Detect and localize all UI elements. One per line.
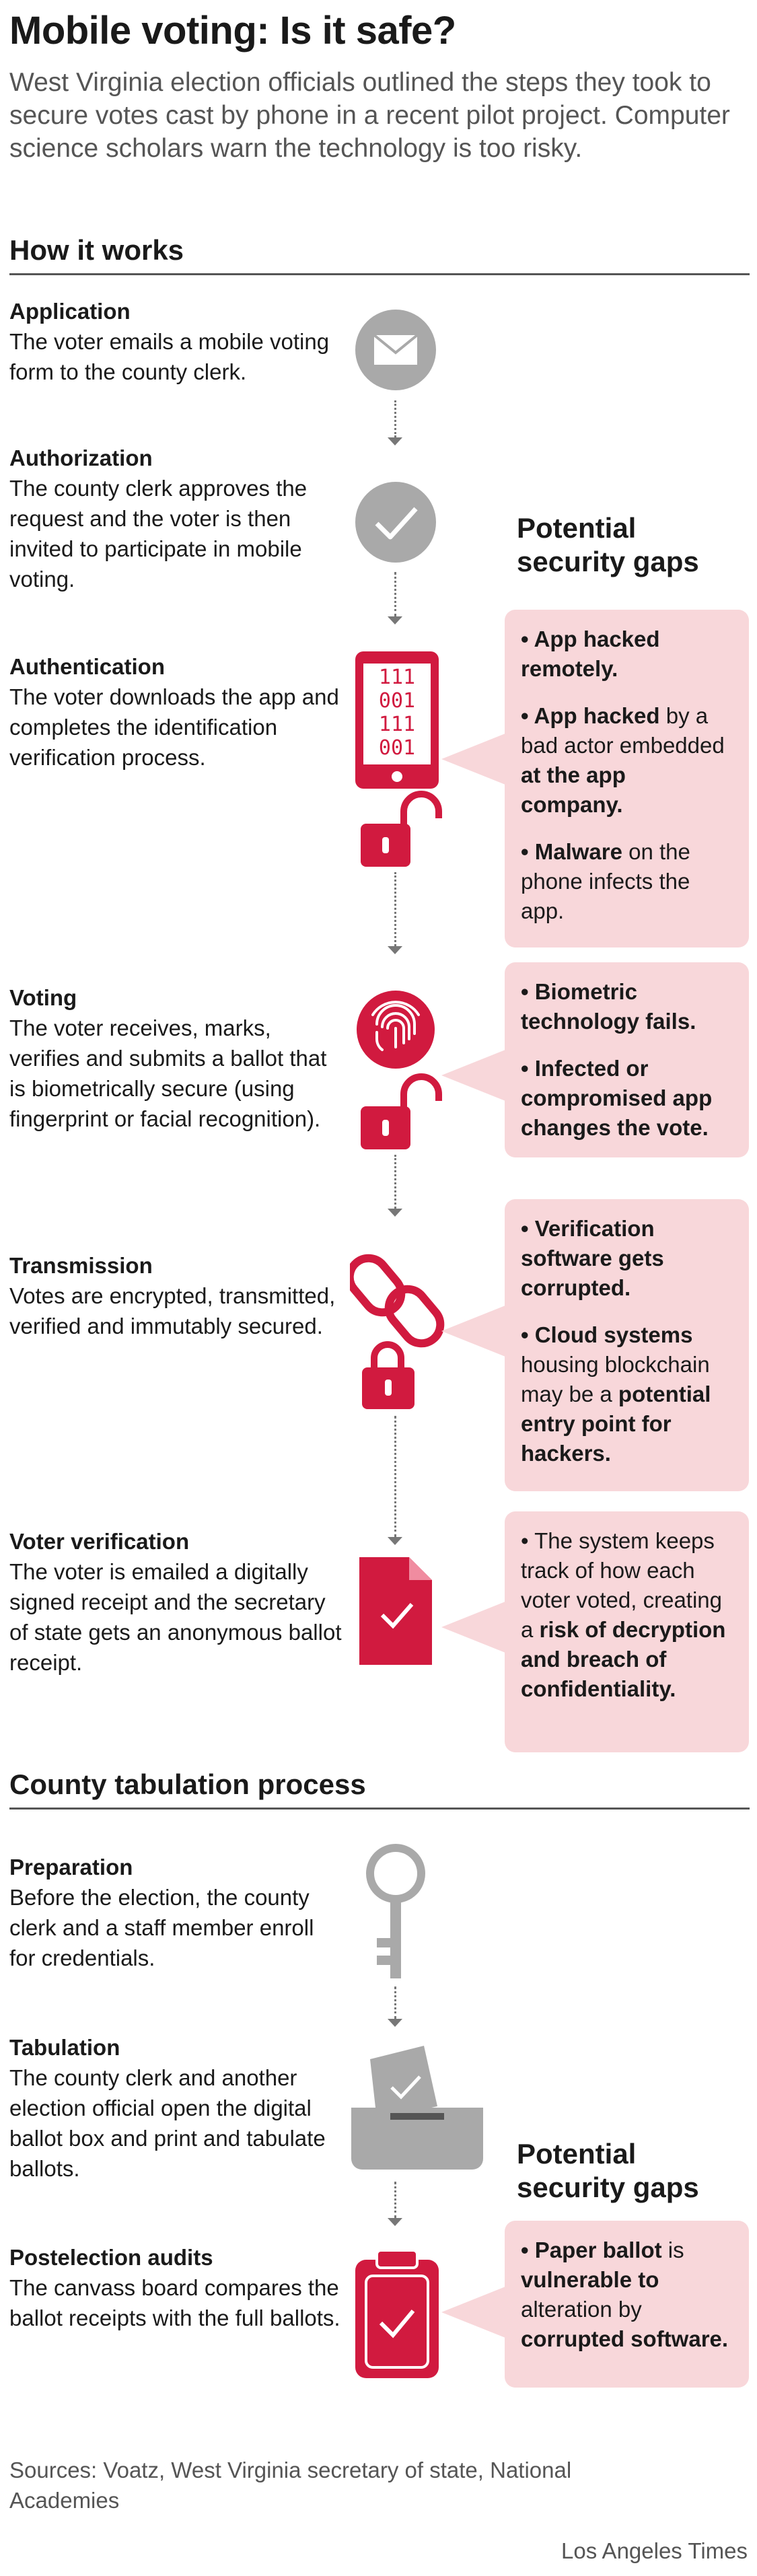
step-authorization: [9, 443, 346, 594]
step-voter-verification: [9, 1526, 346, 1678]
step-text: Votes are encrypted, transmitted, verified and immutably secured.: [9, 1283, 336, 1338]
unlocked-padlock-icon: [350, 787, 451, 868]
step-title: Tabulation: [9, 2035, 120, 2060]
connector-dots: [394, 1155, 396, 1209]
credit-line: Los Angeles Times: [561, 2538, 748, 2563]
chain-link-icon: [350, 1248, 451, 1349]
step-transmission: [9, 1250, 346, 1341]
binary-row: 001: [378, 736, 416, 760]
connector-arrow-icon: [388, 437, 402, 445]
step-tabulation: [9, 2032, 346, 2184]
key-icon: [350, 1844, 441, 1985]
step-text: The voter downloads the app and completes the identification verification process.: [9, 684, 339, 770]
step-title: Preparation: [9, 1855, 133, 1880]
connector-dots: [394, 400, 396, 437]
security-gaps-heading: Potential security gaps: [517, 512, 699, 577]
connector-dots: [394, 1987, 396, 2019]
gap-text: vulnerable to: [521, 2267, 659, 2292]
step-title: Postelection audits: [9, 2245, 213, 2270]
step-text: The county clerk approves the request and the voter is then invited to participate in mobile voting.: [9, 476, 308, 592]
gap-text: at the app company.: [521, 762, 626, 817]
unlocked-padlock-icon: [350, 1070, 451, 1151]
connector-arrow-icon: [388, 946, 402, 954]
gap-text: risk of decryption and breach of confidentiality.: [521, 1617, 726, 1701]
gap-text: • Infected or compromised app changes the vote.: [521, 1056, 713, 1140]
gap-text: • Biometric technology fails.: [521, 979, 696, 1034]
gap-box-verification: [505, 1511, 749, 1752]
step-text: The voter emails a mobile voting form to the county clerk.: [9, 329, 330, 384]
security-gaps-heading: Potential security gaps: [517, 2138, 699, 2203]
document-checkmark-icon: [350, 1554, 441, 1669]
gap-text: • Verification software gets corrupted.: [521, 1216, 664, 1300]
padlock-icon: [350, 1338, 451, 1412]
sources-note: Sources: Voatz, West Virginia secretary of state, National Academies: [9, 2458, 572, 2513]
step-title: Application: [9, 299, 131, 324]
gap-text: • Malware: [521, 839, 622, 864]
gap-text: • App hacked remotely.: [521, 627, 660, 681]
step-authentication: [9, 651, 346, 773]
connector-dots: [394, 572, 396, 616]
step-postelection-audits: [9, 2242, 346, 2333]
gap-text: • The system keeps track of how each voter voted, creating a: [521, 1528, 722, 1642]
callout-pointer: [441, 1305, 505, 1357]
gap-text: corrupted software.: [521, 2326, 729, 2351]
connector-arrow-icon: [388, 2019, 402, 2027]
gap-text: • App hacked: [521, 703, 660, 728]
step-title: Voter verification: [9, 1529, 190, 1554]
phone-binary-icon: [350, 650, 441, 791]
step-title: Transmission: [9, 1253, 153, 1278]
gap-text: • Paper ballot: [521, 2238, 662, 2262]
connector-arrow-icon: [388, 2218, 402, 2226]
dek: West Virginia election officials outlined the steps they took to secure votes cast by phone in a recent pilot project. Computer science scholars warn the technology is too risky.: [9, 68, 730, 163]
callout-pointer: [441, 2287, 505, 2338]
step-text: The county clerk and another election official open the digital ballot box and print and tabulate ballots.: [9, 2065, 326, 2181]
connector-arrow-icon: [388, 1209, 402, 1217]
gap-box-voting: [505, 962, 749, 1157]
gap-box-transmission: [505, 1199, 749, 1491]
step-title: Authorization: [9, 445, 153, 470]
callout-pointer: [441, 734, 505, 785]
connector-dots: [394, 2182, 396, 2218]
clipboard-checkmark-icon: [350, 2248, 441, 2382]
step-preparation: [9, 1852, 346, 1973]
gap-box-authentication: [505, 610, 749, 947]
connector-arrow-icon: [388, 616, 402, 624]
step-title: Authentication: [9, 654, 165, 679]
section-how-it-works: How it works: [9, 234, 750, 275]
callout-pointer: [441, 1602, 505, 1653]
gap-text: alteration by: [521, 2297, 642, 2322]
binary-row: 001: [378, 689, 416, 713]
ballot-box-icon: [350, 2032, 484, 2174]
gap-box-audits: [505, 2221, 749, 2388]
checkmark-icon: [350, 476, 441, 568]
gap-text: by a bad actor embedded: [521, 703, 725, 758]
step-title: Voting: [9, 985, 77, 1010]
gap-text: is: [661, 2238, 684, 2262]
connector-dots: [394, 872, 396, 946]
envelope-icon: [350, 304, 441, 396]
step-application: [9, 296, 346, 387]
step-text: The voter is emailed a digitally signed receipt and the secretary of state gets an anonymous ballot receipt.: [9, 1559, 342, 1675]
section-county-tabulation: County tabulation process: [9, 1768, 750, 1810]
binary-row: 111: [378, 666, 416, 689]
gap-text: potential entry point for hackers.: [521, 1382, 711, 1466]
callout-pointer: [441, 1050, 505, 1101]
connector-arrow-icon: [388, 1537, 402, 1545]
fingerprint-icon: [350, 984, 441, 1075]
connector-dots: [394, 1416, 396, 1537]
step-text: The canvass board compares the ballot receipts with the full ballots.: [9, 2275, 340, 2330]
gap-text: • Cloud systems: [521, 1322, 693, 1347]
step-voting: [9, 982, 346, 1134]
gap-text: on the phone infects the app.: [521, 839, 690, 923]
step-text: The voter receives, marks, verifies and submits a ballot that is biometrically secure (using fingerprint or facial recognition).: [9, 1015, 327, 1131]
page-title: Mobile voting: Is it safe?: [9, 9, 456, 52]
binary-row: 111: [378, 713, 416, 736]
step-text: Before the election, the county clerk and a staff member enroll for credentials.: [9, 1885, 314, 1970]
gap-text: housing blockchain may be a: [521, 1352, 710, 1406]
